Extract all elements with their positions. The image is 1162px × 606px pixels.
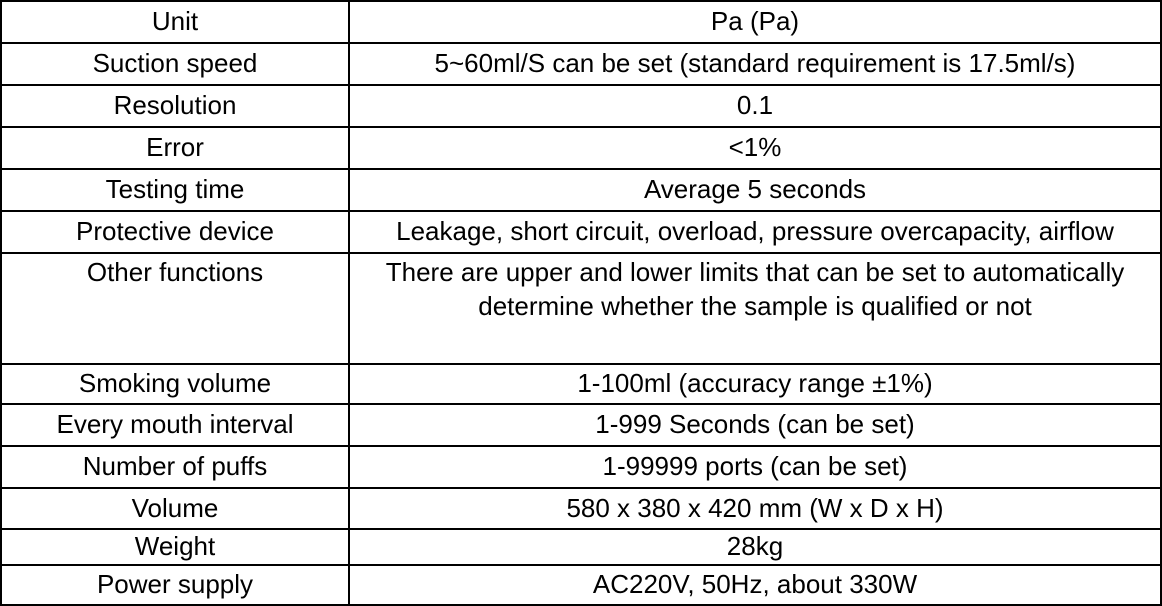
spec-value: Leakage, short circuit, overload, pressure overcapacity, airflow	[349, 211, 1161, 253]
spec-value: 1-999 Seconds (can be set)	[349, 404, 1161, 446]
spec-label: Suction speed	[1, 43, 349, 85]
table-row	[1, 253, 1161, 364]
spec-value: 1-99999 ports (can be set)	[349, 446, 1161, 488]
spec-label: Weight	[1, 529, 349, 565]
spec-value: Average 5 seconds	[349, 169, 1161, 211]
spec-label: Other functions	[1, 253, 349, 364]
spec-label: Resolution	[1, 85, 349, 127]
spec-value: 28kg	[349, 529, 1161, 565]
table-row	[1, 565, 1161, 605]
table-row	[1, 529, 1161, 565]
spec-label: Testing time	[1, 169, 349, 211]
spec-value: 1-100ml (accuracy range ±1%)	[349, 364, 1161, 404]
spec-label: Error	[1, 127, 349, 169]
spec-value: There are upper and lower limits that can be set to automatically determine whether the sample is qualified or not	[349, 253, 1161, 364]
spec-label: Power supply	[1, 565, 349, 605]
table-row	[1, 488, 1161, 529]
table-row	[1, 211, 1161, 253]
spec-label: Volume	[1, 488, 349, 529]
spec-label: Smoking volume	[1, 364, 349, 404]
table-row	[1, 169, 1161, 211]
table-row	[1, 85, 1161, 127]
spec-value: 0.1	[349, 85, 1161, 127]
table-row	[1, 364, 1161, 404]
spec-label: Number of puffs	[1, 446, 349, 488]
spec-label: Protective device	[1, 211, 349, 253]
spec-value: AC220V, 50Hz, about 330W	[349, 565, 1161, 605]
table-row	[1, 446, 1161, 488]
spec-value: 5~60ml/S can be set (standard requirement is 17.5ml/s)	[349, 43, 1161, 85]
table-row	[1, 1, 1161, 43]
table-row	[1, 127, 1161, 169]
spec-value: Pa (Pa)	[349, 1, 1161, 43]
table-row	[1, 43, 1161, 85]
spec-label: Every mouth interval	[1, 404, 349, 446]
spec-label: Unit	[1, 1, 349, 43]
spec-value: <1%	[349, 127, 1161, 169]
table-row	[1, 404, 1161, 446]
spec-value: 580 x 380 x 420 mm (W x D x H)	[349, 488, 1161, 529]
